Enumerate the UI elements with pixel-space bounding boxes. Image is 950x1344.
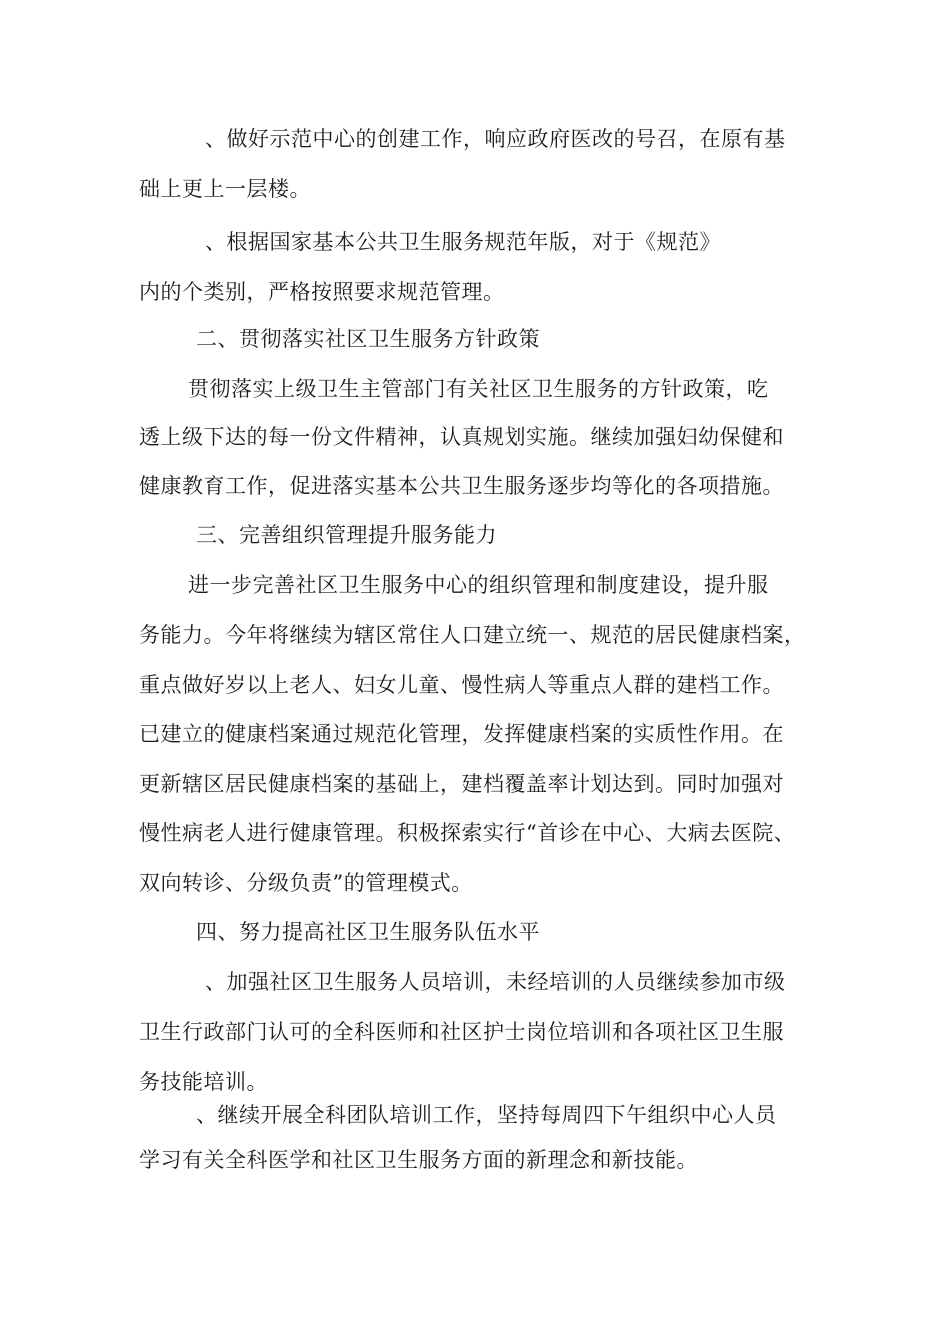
section-heading: 三、完善组织管理提升服务能力 [196,523,497,547]
paragraph-line: 透上级下达的每一份文件精神，认真规划实施。继续加强妇幼保健和 [139,425,784,449]
paragraph-line: 进一步完善社区卫生服务中心的组织管理和制度建设，提升服 [188,573,769,597]
section-heading: 二、贯彻落实社区卫生服务方针政策 [196,327,540,351]
paragraph-line: 础上更上一层楼。 [139,177,311,201]
paragraph-line: 务技能培训。 [139,1070,268,1094]
paragraph-line: 更新辖区居民健康档案的基础上，建档覆盖率计划达到。同时加强对 [139,772,784,796]
paragraph-line: 、加强社区卫生服务人员培训，未经培训的人员继续参加市级 [205,970,786,994]
paragraph-line: 学习有关全科医学和社区卫生服务方面的新理念和新技能。 [139,1148,698,1172]
section-heading: 四、努力提高社区卫生服务队伍水平 [196,920,540,944]
paragraph-line: 重点做好岁以上老人、妇女儿童、慢性病人等重点人群的建档工作。 [139,673,784,697]
paragraph-line: 内的个类别，严格按照要求规范管理。 [139,280,505,304]
paragraph-line: 、根据国家基本公共卫生服务规范年版，对于《规范》 [205,230,721,254]
paragraph-line: 贯彻落实上级卫生主管部门有关社区卫生服务的方针政策，吃 [188,377,769,401]
paragraph-line: 、做好示范中心的创建工作，响应政府医改的号召，在原有基 [205,127,786,151]
paragraph-line: 双向转诊、分级负责”的管理模式。 [139,871,473,895]
paragraph-line: 慢性病老人进行健康管理。积极探索实行“首诊在中心、大病去医院、 [139,821,796,845]
paragraph-line: 健康教育工作，促进落实基本公共卫生服务逐步均等化的各项措施。 [139,474,784,498]
paragraph-line: 、继续开展全科团队培训工作，坚持每周四下午组织中心人员 [196,1103,777,1127]
paragraph-line: 务能力。今年将继续为辖区常住人口建立统一、规范的居民健康档案， [139,623,806,647]
paragraph-line: 已建立的健康档案通过规范化管理，发挥健康档案的实质性作用。在 [139,722,784,746]
paragraph-line: 卫生行政部门认可的全科医师和社区护士岗位培训和各项社区卫生服 [139,1020,784,1044]
